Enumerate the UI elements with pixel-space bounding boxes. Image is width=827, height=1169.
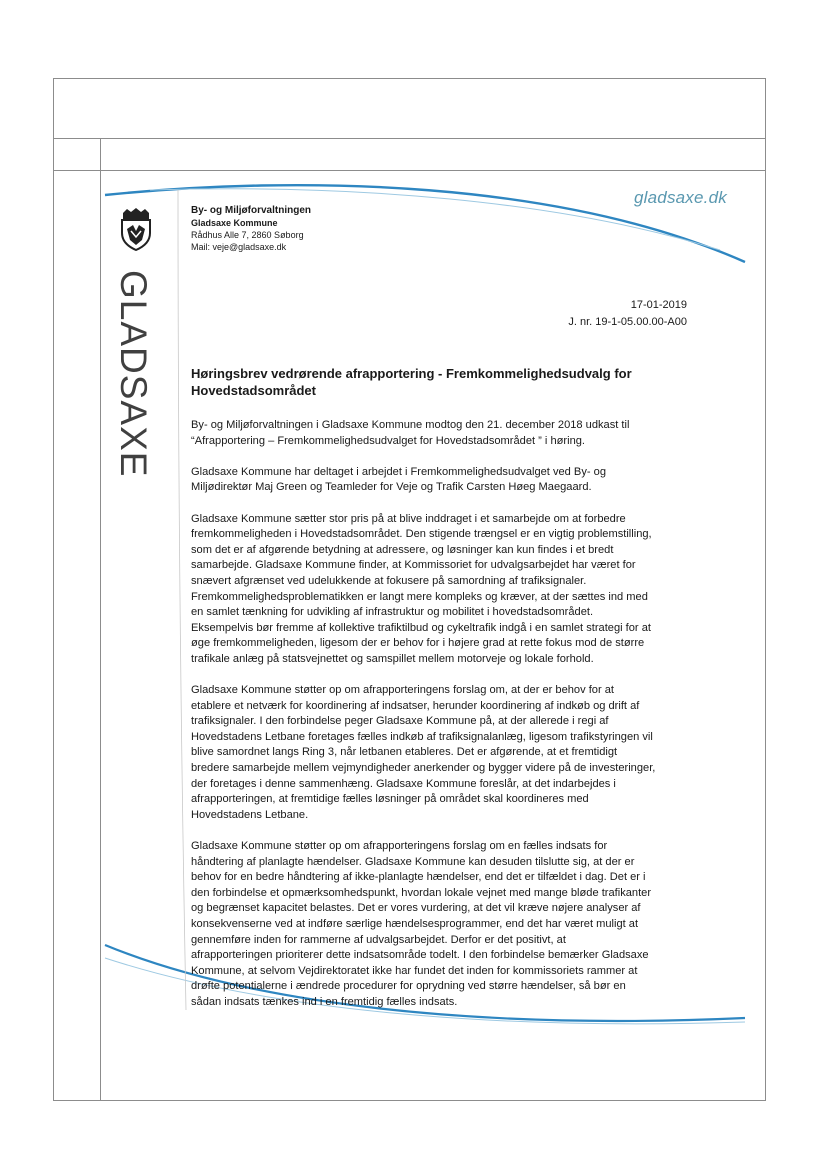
coat-of-arms-logo — [119, 207, 153, 251]
journal-number: J. nr. 19-1-05.00.00-A00 — [568, 316, 687, 328]
body-paragraph: Gladsaxe Kommune støtter op om afrapporteringens forslag om en fælles indsats for håndtering af planlagte hændelser. Gladsaxe Kommune kan desuden tilslutte sig, at der er behov for en bedre håndtering af ikke-planlagte hændelser, end det er tilfældet i dag. Det er i den forbindelse et opmærksomhedspunkt, hvordan lokale vejnet med mange bløde trafikanter og begrænset kapacitet belastes. Det er vores vurdering, at det vil kræve nøjere analyser af konsekvenserne ved at indføre særlige hændelsesprogrammer, end det har været muligt at gennemføre inden for rammerne af udvalgsarbejdet. Derfor er det positivt, at afrapporteringen prioriterer dette indsatsområde todelt. I den forbindelse bemærker Gladsaxe Kommune, at selvom Vejdirektoratet ikke har fundet det inden for kommissoriets rammer at drøfte potentialerne i ændrede procedurer for oprydning ved større hændelser, så bør en sådan indsats tænkes ind i en fremtidig fælles indsats. — [191, 840, 652, 1008]
sender-department: By- og Miljøforvaltningen — [191, 205, 311, 216]
brand-url: gladsaxe.dk — [634, 188, 727, 207]
body-paragraph: Gladsaxe Kommune har deltaget i arbejdet i Fremkommelighedsudvalget ved By- og Miljødirektør Maj Green og Teamleder for Veje og Trafik Carsten Høeg Maegaard. — [191, 465, 606, 494]
letter-body — [191, 418, 711, 1026]
sender-organization: Gladsaxe Kommune — [191, 218, 278, 228]
body-paragraph: Gladsaxe Kommune støtter op om afrapporteringens forslag om, at der er behov for at etablere et netværk for koordinering af indsatser, herunder koordinering af indkøb og drift af trafiksignaler. I den forbindelse peger Gladsaxe Kommune på, at der allerede i regi af Hovedstadens Letbane foretages fælles indkøb af trafiksignalanlæg, ligesom trafikstyringen vil blive samordnet langs Ring 3, når letbanen etableres. Det er afgørende, at et fremtidigt bredere samarbejde mellem vejmyndigheder anerkender og bygger videre på de investeringer, der foretages i denne sammenhæng. Gladsaxe Kommune foreslår, at det indarbejdes i afrapporteringen, at fremtidige fælles løsninger på området skal koordineres med Hovedstadens Letbane. — [191, 684, 656, 821]
sender-block — [191, 205, 311, 253]
sender-address: Rådhus Alle 7, 2860 Søborg — [191, 230, 304, 240]
body-paragraph: By- og Miljøforvaltningen i Gladsaxe Kommune modtog den 21. december 2018 udkast til “Afrapportering – Fremkommelighedsudvalget for Hovedstadsområdet ” i høring. — [191, 419, 630, 447]
letter-meta — [568, 297, 687, 331]
letter-date: 17-01-2019 — [630, 299, 687, 311]
letter-subject: Høringsbrev vedrørende afrapportering - Fremkommelighedsudvalg for Hovedstadsområdet — [191, 366, 632, 398]
vertical-brand-name: GLADSAXE — [113, 270, 154, 478]
sender-mail: Mail: veje@gladsaxe.dk — [191, 242, 287, 252]
body-paragraph: Gladsaxe Kommune sætter stor pris på at blive inddraget i et samarbejde om at forbedre fremkommeligheden i Hovedstadsområdet. Den stigende trængsel er en vigtig problemstilling, som det er af afgørende betydning at adressere, og løsninger kan kun findes i et bredt samarbejde. Gladsaxe Kommune finder, at Kommissoriet for udvalgsarbejdet har været for snævert afgrænset ved udelukkende at fokusere på samordning af trafiksignaler. Fremkommelighedsproblematikken er langt mere kompleks og kræver, at der sættes ind med en samlet tænkning for udvikling af infrastruktur og mobilitet i hovedstadsområdet. Eksempelvis bør fremme af kollektive trafiktilbud og cykeltrafik indgå i en samlet strategi for at øge fremkommeligheden, ligesom der er behov for i højere grad at rette fokus mod de større trafikale anlæg på statsvejnettet og samspillet mellem motorveje og lokale forhold. — [191, 512, 652, 665]
